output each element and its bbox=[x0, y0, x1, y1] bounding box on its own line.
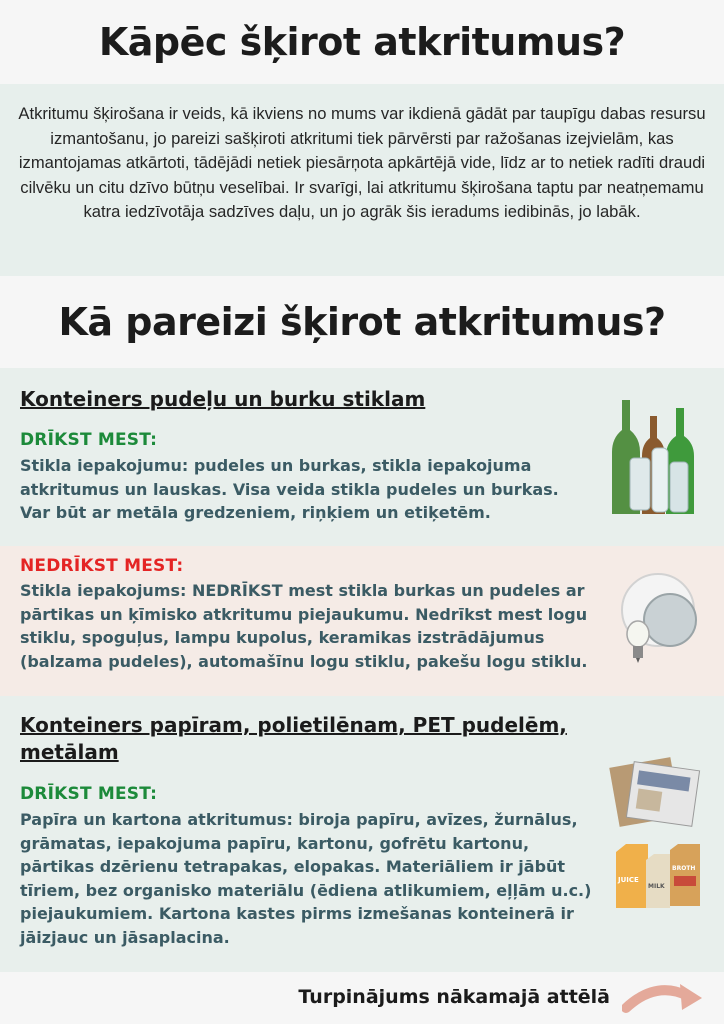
page-title: Kāpēc šķirot atkritumus? bbox=[98, 20, 626, 64]
paper-container-heading-line2: metālam bbox=[20, 740, 119, 764]
glass-bottles-image bbox=[612, 400, 702, 518]
paper-section bbox=[0, 696, 724, 972]
carton-label-juice: JUICE bbox=[618, 876, 639, 884]
intro-text: Atkritumu šķirošana ir veids, kā ikviens no mums var ikdienā gādāt par taupīgu dabas resursu izmantošanu, jo pareizi sašķiroti atkritumi tiek pārvērsti par ražošanas izejvielām, kas izmantojamas atkārtoti, tādējādi netiek piesārņota apkārtējā vide, līdz ar to netiek radīti draudi cilvēku un citu dzīvo būtņu veselībai. Ir svarīgi, lai atkritumu šķirošana taptu par neatņemamu katra iedzīvotāja sadzīves daļu, un jo agrāk šis ieradums iedibinās, jo labāk. bbox=[18, 104, 706, 221]
mirror-plate-bulb-image bbox=[612, 572, 706, 670]
paper-allowed-text: Papīra un kartona atkritumus: biroja papīru, avīzes, žurnālus, grāmatas, iepakojuma papīru, kartonu, gofrētu kartonu, pārtikas dzērienu tetrapakas, elopakas. Materiāliem ir jābūt tīriem, bez organisko materiālu (ēdiena atlikumiem, eļļām u.c.) piejaukumiem. Kartona kastes pirms izmešanas konteinerā ir jāizjauc un jāsaplacina. bbox=[20, 810, 592, 947]
glass-container-heading: Konteiners pudeļu un burku stiklam bbox=[20, 387, 426, 411]
paper-container-heading-line1: Konteiners papīram, polietilēnam, PET pudelēm, bbox=[20, 713, 567, 737]
paper-cartons-image bbox=[608, 756, 708, 916]
continue-arrow-icon bbox=[622, 978, 708, 1018]
glass-forbidden-label: NEDRĪKST MEST: bbox=[20, 556, 184, 576]
glass-forbidden-text: Stikla iepakojums: NEDRĪKST mest stikla burkas un pudeles ar pārtikas un ķīmisko atkritumu piejaukumu. Nedrīkst mest logu stiklu, spoguļus, lampu kupolus, keramikas izstrādājumus (balzama pudeles), automašīnu logu stiklu, pakešu logu stiklu. bbox=[20, 581, 588, 671]
glass-allowed-section bbox=[0, 368, 724, 546]
carton-label-milk: MILK bbox=[648, 883, 665, 890]
title-band-top bbox=[0, 0, 724, 84]
footer-band bbox=[0, 972, 724, 1024]
glass-allowed-label: DRĪKST MEST: bbox=[20, 430, 158, 450]
section-title: Kā pareizi šķirot atkritumus? bbox=[58, 300, 666, 344]
continued-text: Turpinājums nākamajā attēlā bbox=[298, 986, 610, 1008]
paper-allowed-label: DRĪKST MEST: bbox=[20, 784, 158, 804]
carton-label-broth: BROTH bbox=[672, 865, 696, 872]
intro-section bbox=[0, 84, 724, 276]
glass-allowed-text: Stikla iepakojumu: pudeles un burkas, stikla iepakojuma atkritumus un lauskas. Visa veida stikla pudeles un burkas. Var būt ar metāla gredzeniem, riņķiem un etiķetēm. bbox=[20, 456, 559, 522]
title-band-second bbox=[0, 276, 724, 368]
glass-forbidden-section bbox=[0, 546, 724, 696]
